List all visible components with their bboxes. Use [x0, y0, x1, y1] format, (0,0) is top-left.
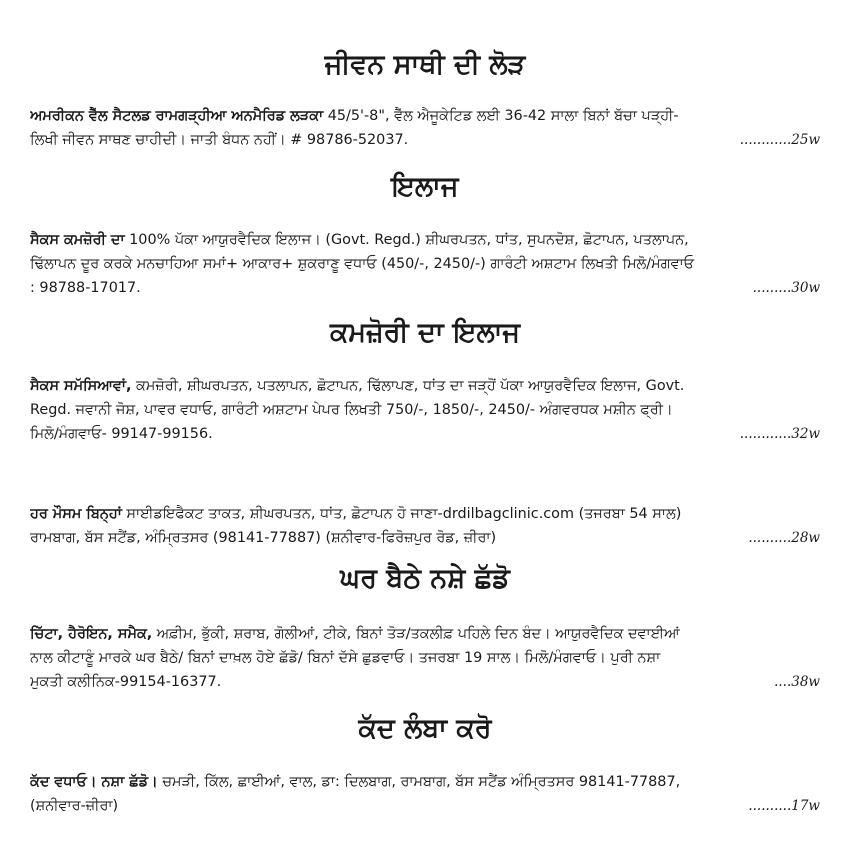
ad-text: ਮਿਲੋ/ਮੰਗਵਾਓ- 99147-99156. — [30, 426, 213, 442]
ad-line — [30, 228, 820, 252]
ad-lead-text: ਅਮਰੀਕਨ ਵੈੱਲ ਸੈਟਲਡ ਰਾਮਗੜ੍ਹੀਆ ਅਨਮੈਰਿਡ ਲੜਕਾ — [30, 108, 324, 124]
ad-text: ਸਾਈਡਇਫੈਕਟ ਤਾਕਤ, ਸ਼ੀਘਰਪਤਨ, ਧਾਂਤ, ਛੋਟਾਪਨ ਹੋ ਜਾਣਾ-drdilbagclinic.com (ਤਜਰਬਾ 54 ਸਾਲ) — [121, 506, 682, 522]
ad-line — [30, 622, 820, 646]
classified-ad-matrimonial — [30, 104, 820, 152]
ad-lead-text: ਸੈਕਸ ਸਮੱਸਿਆਵਾਂ, — [30, 378, 132, 394]
ad-line — [30, 670, 820, 694]
ad-code: ..........17w — [748, 798, 820, 814]
section-title-increase-height: ਕੱਦ ਲੰਬਾ ਕਰੋ — [358, 713, 492, 744]
classified-ad-de-addiction — [30, 622, 820, 694]
classified-ad-weakness — [30, 374, 820, 446]
ad-lead-text: ਚਿੱਟਾ, ਹੈਰੋਇਨ, ਸਮੈਕ, — [30, 626, 153, 642]
classified-ad-height — [30, 770, 820, 818]
ad-text: : 98788-17017. — [30, 280, 141, 296]
ad-line — [30, 398, 820, 422]
ad-code: ....38w — [774, 674, 820, 690]
ad-line — [30, 794, 820, 818]
ad-line — [30, 502, 820, 526]
ad-text: ਨਾਲ ਕੀਟਾਣੂੰ ਮਾਰਕੇ ਘਰ ਬੈਠੇ/ ਬਿਨਾਂ ਦਾਖ਼ਲ ਹੋਏ ਛੱਡੋ/ ਬਿਨਾਂ ਦੱਸੇ ਛੁਡਵਾਓ। ਤਜਰਬਾ 19 ਸਾਲ। ਮਿਲੋ/ਮੰਗਵਾਓ। ਪੁਰੀ ਨਸ਼ਾ — [30, 650, 661, 666]
ad-line — [30, 374, 820, 398]
ad-text: 45/5'-8", ਵੈੱਲ ਐਜੂਕੇਟਿਡ ਲਈ 36-42 ਸਾਲਾ ਬਿਨਾਂ ਬੱਚਾ ਪੜ੍ਹੀ- — [323, 108, 679, 124]
ad-line — [30, 128, 820, 152]
section-title-weakness-treatment: ਕਮਜ਼ੋਰੀ ਦਾ ਇਲਾਜ — [329, 317, 521, 348]
ad-line — [30, 276, 820, 300]
section-title-quit-drugs: ਘਰ ਬੈਠੇ ਨਸ਼ੇ ਛੱਡੋ — [340, 563, 510, 594]
section-title-treatment: ਇਲਾਜ — [391, 171, 459, 202]
ad-text: ਚਮੜੀ, ਕਿੱਲ, ਛਾਈਆਂ, ਵਾਲ, ਡਾ: ਦਿਲਬਾਗ, ਰਾਮਬਾਗ, ਬੱਸ ਸਟੈਂਡ ਅੰਮ੍ਰਿਤਸਰ 98141-77887, — [157, 774, 681, 790]
ad-text: Regd. ਜਵਾਨੀ ਜੋਸ਼, ਪਾਵਰ ਵਧਾਓ, ਗਾਰੰਟੀ ਅਸ਼ਟਾਮ ਪੇਪਰ ਲਿਖਤੀ 750/-, 1850/-, 2450/- ਅੰਗਵਰਧਕ ਮਸ਼ੀਨ ਫ੍ਰੀ। — [30, 402, 673, 418]
ad-text: 100% ਪੱਕਾ ਆਯੁਰਵੈਦਿਕ ਇਲਾਜ। (Govt. Regd.) ਸ਼ੀਘਰਪਤਨ, ਧਾਂਤ, ਸੁਪਨਦੋਸ਼, ਛੋਟਾਪਨ, ਪਤਲਾਪਨ, — [124, 232, 689, 248]
ad-text: ਕਮਜ਼ੋਰੀ, ਸ਼ੀਘਰਪਤਨ, ਪਤਲਾਪਨ, ਛੋਟਾਪਨ, ਢਿੱਲਾਪਣ, ਧਾਂਤ ਦਾ ਜੜ੍ਹੋਂ ਪੱਕਾ ਆਯੁਰਵੈਦਿਕ ਇਲਾਜ, Govt. — [131, 378, 685, 394]
ad-lead-text: ਸੈਕਸ ਕਮਜ਼ੋਰੀ ਦਾ — [30, 232, 125, 248]
ad-text: ਰਾਮਬਾਗ, ਬੱਸ ਸਟੈਂਡ, ਅੰਮ੍ਰਿਤਸਰ (98141-77887) (ਸ਼ਨੀਵਾਰ-ਫਿਰੋਜ਼ਪੁਰ ਰੋਡ, ਜ਼ੀਰਾ) — [30, 530, 497, 546]
ad-code: ............32w — [739, 426, 820, 442]
ad-line — [30, 646, 820, 670]
classified-ad-treatment — [30, 228, 820, 300]
ad-line — [30, 526, 820, 550]
ad-text: (ਸ਼ਨੀਵਾਰ-ਜ਼ੀਰਾ) — [30, 798, 119, 814]
ad-lead-text: ਕੱਦ ਵਧਾਓ। ਨਸ਼ਾ ਛੱਡੋ। — [30, 774, 158, 790]
ad-line — [30, 104, 820, 128]
ad-code: ............25w — [739, 132, 820, 148]
ad-text: ਲਿਖੀ ਜੀਵਨ ਸਾਥਣ ਚਾਹੀਦੀ। ਜਾਤੀ ਬੰਧਨ ਨਹੀਂ। # 98786-52037. — [30, 132, 409, 148]
ad-text: ਅਫ਼ੀਮ, ਭੁੱਕੀ, ਸ਼ਰਾਬ, ਗੋਲੀਆਂ, ਟੀਕੇ, ਬਿਨਾਂ ਤੋੜ/ਤਕਲੀਫ਼ ਪਹਿਲੇ ਦਿਨ ਬੰਦ। ਆਯੁਰਵੈਦਿਕ ਦਵਾਈਆਂ — [152, 626, 680, 642]
ad-code: ..........28w — [748, 530, 820, 546]
classified-ad-clinic — [30, 502, 820, 550]
ad-line — [30, 422, 820, 446]
ad-text: ਢਿੱਲਾਪਨ ਦੂਰ ਕਰਕੇ ਮਨਚਾਹਿਆ ਸਮਾਂ+ ਆਕਾਰ+ ਸ਼ੁਕਰਾਣੂ ਵਧਾਓ (450/-, 2450/-) ਗਾਰੰਟੀ ਅਸ਼ਟਾਮ ਲਿਖਤੀ ਮਿਲੋ/ਮੰਗਵਾਓ — [30, 256, 695, 272]
ad-line — [30, 770, 820, 794]
section-title-life-partner: ਜੀਵਨ ਸਾਥੀ ਦੀ ਲੋੜ — [324, 49, 526, 80]
ad-code: .........30w — [752, 280, 820, 296]
ad-line — [30, 252, 820, 276]
ad-text: ਮੁਕਤੀ ਕਲੀਨਿਕ-99154-16377. — [30, 674, 222, 690]
ad-lead-text: ਹਰ ਮੌਸਮ ਬਿਨ੍ਹਾਂ — [30, 506, 122, 522]
